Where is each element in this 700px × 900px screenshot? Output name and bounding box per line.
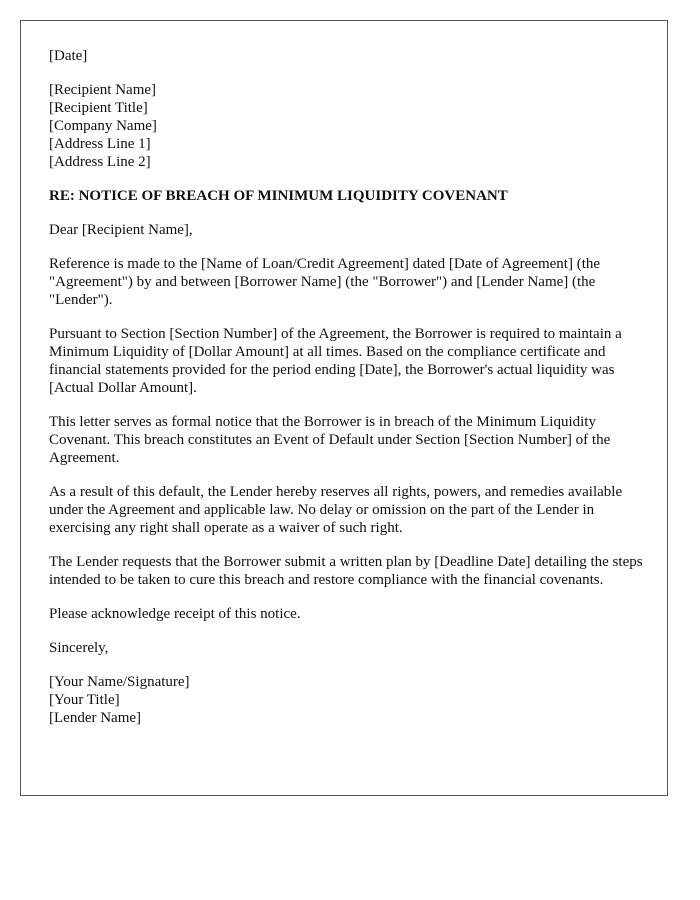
salutation: Dear [Recipient Name], <box>49 222 193 238</box>
paragraph-reservation-of-rights: As a result of this default, the Lender hereby reserves all rights, powers, and remedies available under the Agreement and applicable law. No delay or omission on the part of the Lender in exercising any right shall operate as a waiver of such right. <box>49 484 623 536</box>
signature-block <box>49 673 647 727</box>
signature-title: [Your Title] <box>49 692 120 708</box>
recipient-company: [Company Name] <box>49 118 157 134</box>
paragraph-acknowledgement: Please acknowledge receipt of this notice. <box>49 606 301 622</box>
recipient-address-line-1: [Address Line 1] <box>49 136 151 152</box>
recipient-address-line-2: [Address Line 2] <box>49 154 151 170</box>
paragraph-breach-notice: This letter serves as formal notice that the Borrower is in breach of the Minimum Liquidity Covenant. This breach constitutes an Event of Default under Section [Section Number] of the Agreement. <box>49 414 611 466</box>
paragraph-covenant-requirement: Pursuant to Section [Section Number] of the Agreement, the Borrower is required to maintain a Minimum Liquidity of [Dollar Amount] at all times. Based on the compliance certificate and financial statements provided for the period ending [Date], the Borrower's actual liquidity was [Actual Dollar Amount]. <box>49 326 622 396</box>
signature-name: [Your Name/Signature] <box>49 674 190 690</box>
paragraph-reference: Reference is made to the [Name of Loan/Credit Agreement] dated [Date of Agreement] (the "Agreement") by and between [Borrower Name] (the "Borrower") and [Lender Name] (the "Lender"). <box>49 256 601 308</box>
signature-lender: [Lender Name] <box>49 710 142 726</box>
recipient-title: [Recipient Title] <box>49 100 148 116</box>
letter-page <box>20 20 668 796</box>
letter-date: [Date] <box>49 48 88 64</box>
date-block <box>49 47 647 65</box>
paragraph-cure-plan-request: The Lender requests that the Borrower submit a written plan by [Deadline Date] detailing the steps intended to be taken to cure this breach and restore compliance with the financial covenants. <box>49 554 643 588</box>
subject-line: RE: NOTICE OF BREACH OF MINIMUM LIQUIDITY COVENANT <box>49 188 508 204</box>
closing: Sincerely, <box>49 640 109 656</box>
recipient-name: [Recipient Name] <box>49 82 157 98</box>
recipient-address-block <box>49 81 647 171</box>
